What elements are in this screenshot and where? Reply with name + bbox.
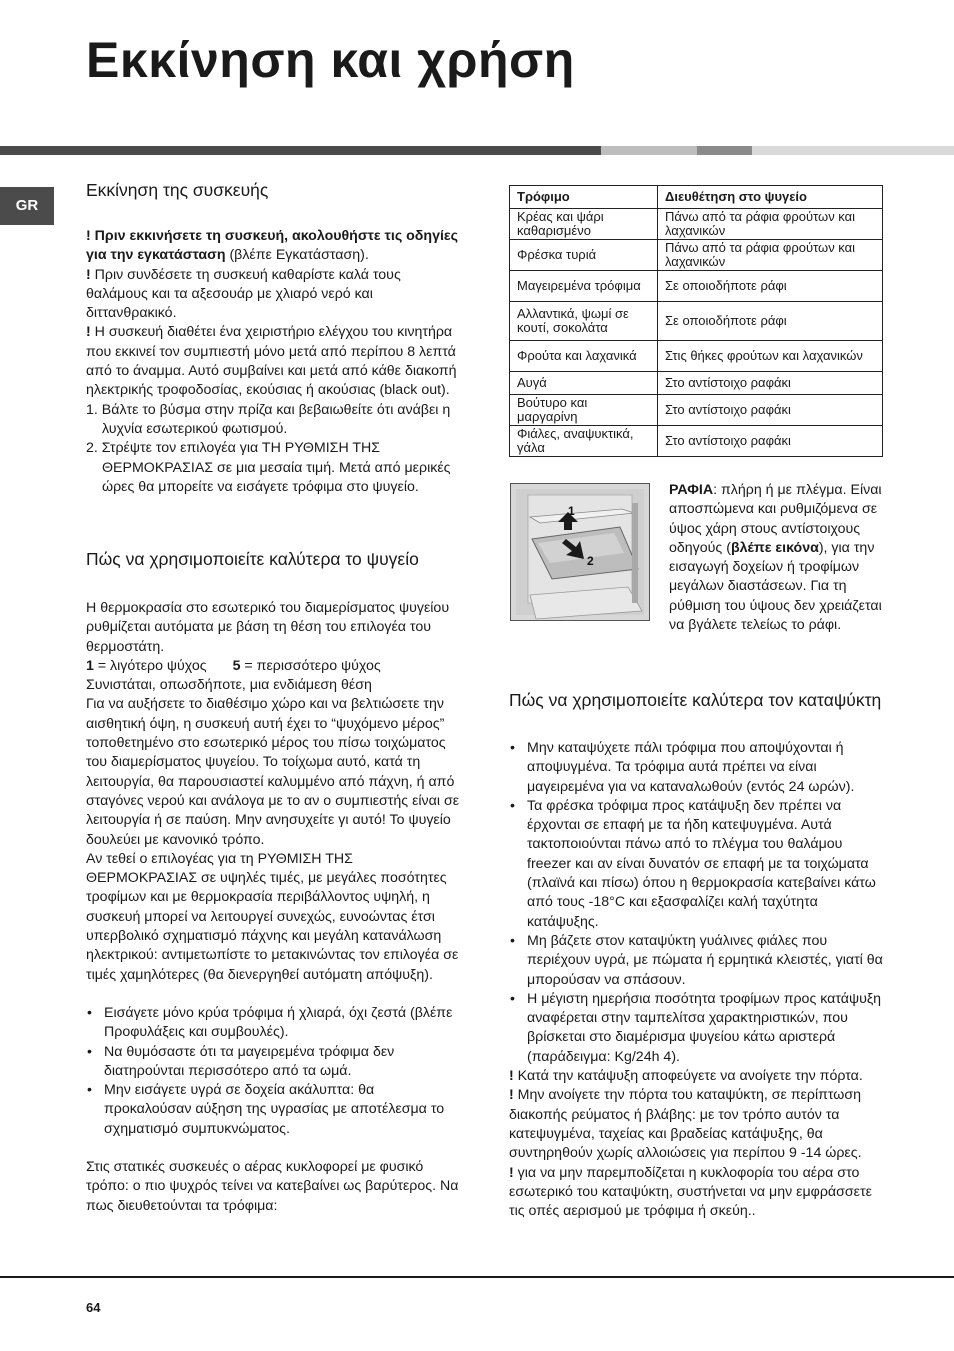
table-cell: Φιάλες, αναψυκτικά, γάλα (510, 426, 658, 457)
table-cell: Μαγειρεμένα τρόφιμα (510, 271, 658, 302)
fridge-bullet-list (86, 1004, 464, 1139)
header-color-bar (0, 146, 954, 155)
freezer-note-3: ! για να μην παρεμποδίζεται η κυκλοφορία του αέρα στο εσωτερικό του καταψύκτη, συστήνεται να μην εμφράσσετε τις οπές αερισμού με τρόφιμα ή σκεύη.. (509, 1164, 872, 1220)
freezer-note-2: ! Μην ανοίγετε την πόρτα του καταψύκτη, σε περίπτωση διακοπής ρεύματος ή βλάβης: με τον τρόπο αυτόν τα κατεψυγμένα, ταχείας και βραδείας κατάψυξης, θα συντηρηθούν χωρίς αλλοιώσεις για περίπου 9 -14 ώρες. (509, 1087, 862, 1162)
bar-segment-light (601, 146, 697, 155)
freezer-note-1: ! Κατά την κατάψυξη αποφεύγετε να ανοίγετε την πόρτα. (509, 1068, 863, 1085)
startup-step-2: 2. Στρέψτε τον επιλογέα για ΤΗ ΡΥΘΜΙΣΗ ΤΗΣ ΘΕΡΜΟΚΡΑΣΙΑΣ σε μια μεσαία τιμή. Μετά από μερικές ώρες θα μπορείτε να εισάγετε τρόφιμα στο ψυγείο. (86, 440, 451, 495)
table-row (510, 372, 883, 395)
fridge-heading: Πώς να χρησιμοποιείτε καλύτερα το ψυγείο (86, 549, 419, 569)
list-item: • Εισάγετε μόνο κρύα τρόφιμα ή χλιαρά, όχι ζεστά (βλέπε Προφυλάξεις και συμβουλές). (86, 1004, 464, 1043)
table-cell: Σε οποιοδήποτε ράφι (658, 302, 883, 341)
table-row (510, 271, 883, 302)
table-cell: Φρέσκα τυριά (510, 240, 658, 271)
table-header-placement: Διευθέτηση στο ψυγείο (658, 186, 883, 209)
table-cell: Στις θήκες φρούτων και λαχανικών (658, 341, 883, 372)
table-cell: Αλλαντικά, ψωμί σε κουτί, σοκολάτα (510, 302, 658, 341)
table-cell: Φρούτα και λαχανικά (510, 341, 658, 372)
table-cell: Πάνω από τα ράφια φρούτων και λαχανικών (658, 240, 883, 271)
bar-segment-mid (697, 146, 752, 155)
startup-paragraph-3: ! Η συσκευή διαθέτει ένα χειριστήριο ελέγχου του κινητήρα που εκκινεί τον συμπιεστή μόνο μετά από περίπου 8 λεπτά από το άναμμα. Αυτό συμβαίνει και μετά από κάθε διακοπή ηλεκτρικής τροφοδοσίας, εκούσιας ή ακούσιας (black out). (86, 324, 457, 399)
table-cell: Σε οποιοδήποτε ράφι (658, 271, 883, 302)
figure-label-2: 2 (587, 554, 594, 568)
fridge-section (86, 549, 464, 1216)
table-row (510, 426, 883, 457)
table-row (510, 395, 883, 426)
table-row (510, 209, 883, 240)
footer-divider (0, 1276, 954, 1278)
startup-heading: Εκκίνηση της συσκευής (86, 180, 269, 200)
shelves-paragraph: ΡΑΦΙΑ: πλήρη ή με πλέγμα. Είναι αποσπώμενα και ρυθμιζόμενα σε ύψος χάρη στους αντίστοιχους οδηγούς (βλέπε εικόνα), για την εισαγωγή δοχείων ή τροφίμων μεγάλων διαστάσεων. Για τη ρύθμιση του ύψους δεν χρειάζεται να βγάλετε τελείως το ράφι. (669, 482, 882, 634)
fridge-paragraph-1: Η θερμοκρασία στο εσωτερικό του διαμερίσματος ψυγείου ρυθμίζεται αυτόματα με βάση τη θέση του επιλογέα του θερμοστάτη. (86, 600, 450, 655)
freezer-section (509, 690, 889, 1221)
table-row (510, 240, 883, 271)
freezer-bullet-list (509, 739, 889, 1067)
table-cell: Αυγά (510, 372, 658, 395)
startup-section (86, 180, 464, 497)
list-item: • Μην εισάγετε υγρά σε δοχεία ακάλυπτα: θα προκαλούσαν αύξηση της υγρασίας με αποτέλεσμα το σχηματισμό συμπυκνώματος. (86, 1081, 464, 1139)
table-row (510, 341, 883, 372)
table-cell: Βούτυρο και μαργαρίνη (510, 395, 658, 426)
shelves-section (509, 481, 887, 635)
table-cell: Στο αντίστοιχο ραφάκι (658, 426, 883, 457)
freezer-heading: Πώς να χρησιμοποιείτε καλύτερα τον καταψύκτη (509, 690, 882, 710)
list-item: • Η μέγιστη ημερήσια ποσότητα τροφίμων προς κατάψυξη αναφέρεται στην ταμπελίτσα χαρακτηριστικών, που βρίσκεται στο διαμέρισμα ψυγείου κάτω αριστερά (παράδειγμα: Kg/24h 4). (509, 990, 889, 1067)
list-item: • Να θυμόσαστε ότι τα μαγειρεμένα τρόφιμα δεν διατηρούνται περισσότερο από τα ωμά. (86, 1043, 464, 1082)
startup-paragraph-1: ! Πριν εκκινήσετε τη συσκευή, ακολουθήστε τις οδηγίες για την εγκατάσταση (βλέπε Εγκατάσταση). (86, 228, 459, 264)
table-header-row (510, 186, 883, 209)
startup-paragraph-2: ! Πριν συνδέσετε τη συσκευή καθαρίστε καλά τους θαλάμους και τα αξεσουάρ με χλιαρό νερό και διττανθρακικό. (86, 266, 401, 322)
list-item: • Τα φρέσκα τρόφιμα προς κατάψυξη δεν πρέπει να έρχονται σε επαφή με τα ήδη κατεψυγμένα. Αυτά τακτοποιούνται πάνω από το πλέγμα του θαλάμου freezer και αν είναι δυνατόν σε επαφή με τα τοιχώματα (πλαϊνά και πίσω) όπου η θερμοκρασία κατεβαίνει κάτω από τους -18°C και εξασφαλίζει καλή ταχύτητα κατάψυξης. (509, 797, 889, 932)
bar-segment-pale (752, 146, 954, 155)
language-tab: GR (0, 187, 54, 225)
food-storage-table (509, 185, 883, 457)
table-cell: Κρέας και ψάρι καθαρισμένο (510, 209, 658, 240)
table-row (510, 302, 883, 341)
fridge-paragraph-2: Για να αυξήσετε το διαθέσιμο χώρο και να βελτιώσετε την αισθητική όψη, η συσκευή αυτή έχει το “ψυχόμενο μέρος” τοποθετημένο στο εσωτερικό μέρος του πίσω τοιχώματος του διαμερίσματος ψυγείου. Το τοίχωμα αυτό, κατά τη λειτουργία, θα παρουσιαστεί καλυμμένο από πάχνη, ή από σταγόνες νερού και ανάλογα με το αν ο συμπιεστής είναι σε λειτουργία ή σε παύση. Μην ανησυχείτε γι αυτό! Το ψυγείο δουλεύει με κανονικό τρόπο. (86, 696, 460, 848)
list-item: • Μη βάζετε στον καταψύκτη γυάλινες φιάλες που περιέχουν υγρά, με πώματα ή ερμητικά κλειστές, γιατί θα μπορούσαν να σπάσουν. (509, 932, 889, 990)
figure-label-1: 1 (568, 504, 575, 518)
list-item: • Μην καταψύχετε πάλι τρόφιμα που αποψύχονται ή αποψυγμένα. Τα τρόφιμα αυτά πρέπει να είναι μαγειρεμένα για να καταναλωθούν (εντός 24 ωρών). (509, 739, 889, 797)
page-number: 64 (86, 1300, 101, 1315)
table-cell: Πάνω από τα ράφια φρούτων και λαχανικών (658, 209, 883, 240)
fridge-recommendation: Συνιστάται, οπωσδήποτε, μια ενδιάμεση θέση (86, 677, 372, 694)
table-header-food: Τρόφιμο (510, 186, 658, 209)
startup-step-1: 1. Βάλτε το βύσμα στην πρίζα και βεβαιωθείτε ότι ανάβει η λυχνία εσωτερικού φωτισμού. (86, 401, 451, 437)
thermostat-scale: 1 = λιγότερο ψύχος 5 = περισσότερο ψύχος (86, 657, 381, 674)
fridge-paragraph-4: Στις στατικές συσκευές ο αέρας κυκλοφορεί με φυσικό τρόπο: ο πιο ψυχρός τείνει να κατεβαίνει ως βαρύτερος. Να πως διευθετούνται τα τρόφιμα: (86, 1159, 459, 1214)
table-cell: Στο αντίστοιχο ραφάκι (658, 395, 883, 426)
fridge-paragraph-3: Αν τεθεί ο επιλογέας για τη ΡΥΘΜΙΣΗ ΤΗΣ ΘΕΡΜΟΚΡΑΣΙΑΣ σε υψηλές τιμές, με μεγάλες ποσότητες τροφίμων και με θερμοκρασία περιβάλλοντος υψηλή, η συσκευή μπορεί να λειτουργεί συνεχώς, ευνοώντας έτσι υπερβολικό σχηματισμό πάχνης και μεγάλη κατανάλωση ηλεκτρικού: αντιμετωπίστε το μετακινώντας τον επιλογέα σε τιμές χαμηλότερες (θα διενεργηθεί αυτόματη απόψυξη). (86, 850, 459, 983)
page-title: Εκκίνηση και χρήση (86, 32, 575, 88)
bar-segment-dark (0, 146, 601, 155)
table-cell: Στο αντίστοιχο ραφάκι (658, 372, 883, 395)
